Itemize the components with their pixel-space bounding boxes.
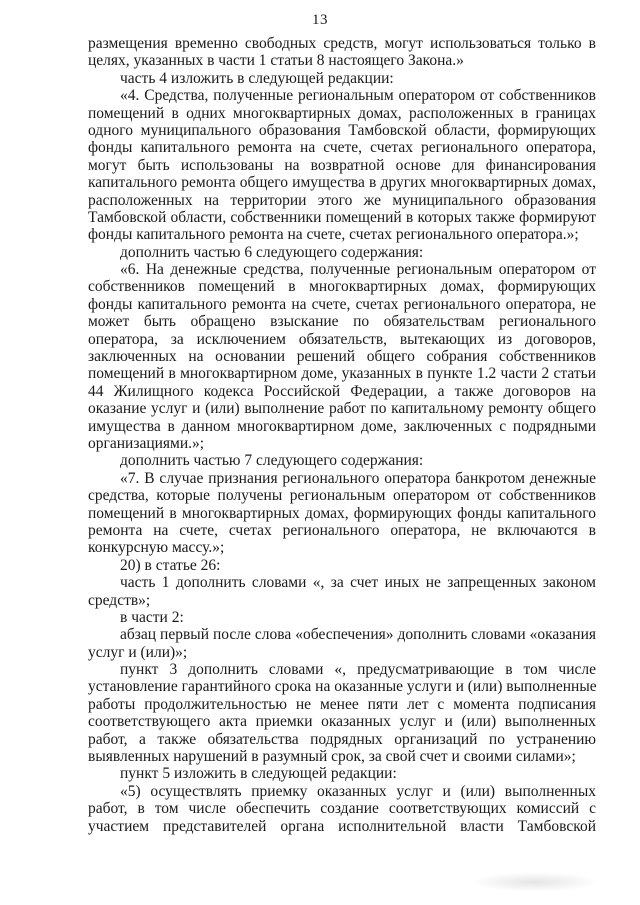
text-line: в части 2: [120, 608, 184, 626]
text-line: средства, которые получены региональным оператором от собственников [88, 487, 596, 505]
text-line: ремонта на счете, счетах регионального оператора, не включаются в [88, 521, 596, 539]
text-line: одного муниципального образования Тамбовской области, формирующих [88, 121, 596, 139]
text-line: собственников помещений в многоквартирных домах, формирующих [88, 278, 596, 296]
text-line: участием представителей органа исполнительной власти Тамбовской [88, 817, 596, 835]
document-body [88, 35, 596, 835]
text-line: заключенных на основании решений общего собрания собственников [88, 348, 596, 366]
text-line: конкурсную массу.»; [88, 539, 225, 557]
text-line: «5) осуществлять приемку оказанных услуг и (или) выполненных [120, 782, 596, 800]
text-line: средств»; [88, 591, 151, 609]
text-line: часть 4 изложить в следующей редакции: [120, 69, 394, 87]
text-line: установление гарантийного срока на оказанные услуги и (или) выполненные [88, 678, 597, 696]
text-line: расположенных на территории этого же муниципального образования [88, 191, 596, 209]
text-line: «6. На денежные средства, полученные региональным оператором от [120, 261, 596, 279]
text-line: работы продолжительностью не менее пяти лет с момента подписания [88, 695, 596, 713]
text-line: фонды капитального ремонта на счете, счетах регионального оператора, не [88, 295, 596, 313]
text-line: фонды капитального ремонта на счете, счетах регионального оператора.»; [88, 226, 579, 244]
text-line: пункт 5 изложить в следующей редакции: [120, 765, 397, 783]
text-line: помещений в одних многоквартирных домах, расположенных в границах [88, 104, 596, 122]
text-line: помещений в многоквартирном доме, указанных в пункте 1.2 части 2 статьи [88, 365, 596, 383]
text-line: абзац первый после слова «обеспечения» дополнить словами «оказания [120, 626, 596, 644]
text-line: может быть обращено взыскание по обязательствам регионального [88, 313, 596, 331]
text-line: работ, а также обязательства подрядных организаций по устранению [88, 730, 596, 748]
text-line: соответствующего акта приемки оказанных услуг и (или) выполненных [88, 713, 596, 731]
text-line: организациями.»; [88, 434, 205, 452]
text-line: целях, указанных в части 1 статьи 8 настоящего Закона.» [88, 52, 464, 70]
text-line: 20) в статье 26: [120, 556, 221, 574]
text-line: оказание услуг и (или) выполнение работ по капитальному ремонту общего [88, 400, 596, 418]
text-line: Тамбовской области, собственники помещений в которых также формируют [88, 208, 596, 226]
text-line: дополнить частью 6 следующего содержания: [120, 243, 424, 261]
text-line: имущества в данном многоквартирном доме, заключенных с подрядными [88, 417, 596, 435]
text-line: «4. Средства, полученные региональным оператором от собственников [120, 87, 596, 105]
text-line: услуг и (или)»; [88, 643, 188, 661]
text-line: дополнить частью 7 следующего содержания: [120, 452, 424, 470]
text-line: часть 1 дополнить словами «, за счет иных не запрещенных законом [120, 574, 596, 592]
page-number: 13 [312, 12, 328, 28]
text-line: помещений в многоквартирных домах, формирующих фонды капитального [88, 504, 596, 522]
scan-smudge [470, 872, 600, 892]
text-line: фонды капитального ремонта на счете, счетах регионального оператора, [88, 139, 596, 157]
text-line: пункт 3 дополнить словами «, предусматривающие в том числе [120, 661, 596, 679]
text-line: выявленных нарушений в разумный срок, за свой счет и своими силами»; [88, 748, 576, 766]
text-line: оператора, за исключением обязательств, вытекающих из договоров, [88, 330, 596, 348]
text-line: работ, в том числе обеспечить создание соответствующих комиссий с [88, 800, 596, 818]
text-line: размещения временно свободных средств, могут использоваться только в [88, 35, 596, 52]
text-line: капитального ремонта общего имущества в других многоквартирных домах, [88, 174, 596, 192]
text-line: «7. В случае признания регионального оператора банкротом денежные [120, 469, 596, 487]
text-line: могут быть использованы на возвратной основе для финансирования [88, 156, 596, 174]
text-line: 44 Жилищного кодекса Российской Федерации, а также договоров на [88, 382, 596, 400]
